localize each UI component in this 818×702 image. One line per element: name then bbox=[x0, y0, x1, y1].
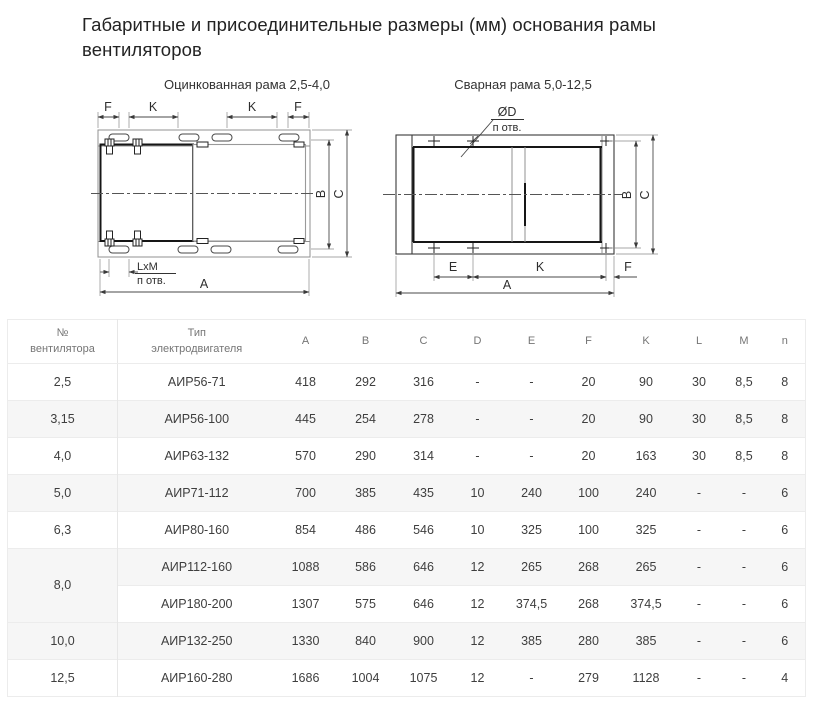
dimension-value-cell: 12 bbox=[452, 585, 504, 622]
motor-type-cell: АИР63-132 bbox=[118, 437, 276, 474]
dimension-value-cell: 900 bbox=[396, 622, 452, 659]
motor-type-cell: АИР56-71 bbox=[167, 374, 226, 389]
right-diagram-welded-frame bbox=[383, 77, 658, 297]
dimension-value-cell: - bbox=[675, 474, 724, 511]
dimension-value-cell: 700 bbox=[276, 474, 336, 511]
col-header-e: E bbox=[504, 319, 560, 363]
dimension-value-cell: - bbox=[504, 659, 560, 696]
dimension-value-cell: 6 bbox=[765, 474, 806, 511]
motor-type-cell: АИР71-112 bbox=[118, 474, 276, 511]
slot-size-label: LxM bbox=[137, 260, 158, 273]
dimension-value-cell: 1330 bbox=[276, 622, 336, 659]
dimension-value-cell: 100 bbox=[560, 511, 618, 548]
dimension-value-cell: 325 bbox=[618, 511, 675, 548]
fan-number-cell: 5,0 bbox=[8, 474, 118, 511]
table-header-row bbox=[8, 319, 806, 363]
motor-type-cell: АИР180-200 bbox=[118, 585, 276, 622]
motor-plate bbox=[101, 144, 194, 241]
dimension-value-cell: 12 bbox=[452, 659, 504, 696]
fan-number-cell: 12,5 bbox=[8, 659, 118, 696]
dimension-value-cell: 1128 bbox=[618, 659, 675, 696]
dimension-value-cell: 265 bbox=[504, 548, 560, 585]
dim-label-f: F bbox=[294, 99, 302, 114]
dimension-value-cell: 6 bbox=[765, 511, 806, 548]
dimension-value-cell: 8 bbox=[765, 437, 806, 474]
dimension-value-cell: 374,5 bbox=[504, 585, 560, 622]
col-header-f: F bbox=[560, 319, 618, 363]
dimension-value-cell: 240 bbox=[618, 474, 675, 511]
table-row bbox=[8, 511, 806, 548]
holes-count-label: п отв. bbox=[492, 121, 522, 134]
col-header-b: B bbox=[336, 319, 396, 363]
dimension-value-cell: 570 bbox=[276, 437, 336, 474]
dimension-value-cell: 12 bbox=[452, 548, 504, 585]
col-header-k: K bbox=[618, 319, 675, 363]
dimension-value-cell: 6 bbox=[765, 548, 806, 585]
dim-label-c: C bbox=[332, 189, 346, 199]
dimension-value-cell: 8 bbox=[765, 400, 806, 437]
dim-label-k: K bbox=[148, 99, 158, 114]
table-row bbox=[8, 659, 806, 696]
dimension-value-cell: 278 bbox=[396, 400, 452, 437]
motor-type-cell: АИР132-250 bbox=[118, 622, 276, 659]
col-header-motor-type: Тип электродвигателя bbox=[118, 319, 276, 363]
dim-label-f: F bbox=[104, 99, 112, 114]
dimension-value-cell: - bbox=[504, 400, 560, 437]
dim-label-k: K bbox=[247, 99, 257, 114]
left-diagram-title: Оцинкованная рама 2,5-4,0 bbox=[163, 76, 331, 92]
dimension-value-cell: - bbox=[724, 511, 765, 548]
dimension-value-cell: 8,5 bbox=[724, 437, 765, 474]
fan-number-cell: 6,3 bbox=[8, 511, 118, 548]
dimension-value-cell: - bbox=[724, 548, 765, 585]
table-row bbox=[8, 548, 806, 585]
dimension-value-cell: 268 bbox=[560, 548, 618, 585]
bottom-dimensions bbox=[396, 253, 637, 297]
col-header-c: C bbox=[396, 319, 452, 363]
dimension-value-cell: - bbox=[675, 548, 724, 585]
table-row bbox=[8, 474, 806, 511]
fan-number-cell: 2,5 bbox=[8, 363, 118, 400]
dimension-value-cell: - bbox=[452, 437, 504, 474]
hole-diameter-label: ØD bbox=[497, 104, 517, 119]
frame-diagrams bbox=[0, 74, 818, 316]
dim-label-a: A bbox=[502, 277, 512, 292]
dimension-value-cell: 325 bbox=[504, 511, 560, 548]
dimension-value-cell: 292 bbox=[355, 374, 376, 389]
dim-label-a: A bbox=[199, 276, 209, 291]
dimension-value-cell: - bbox=[724, 474, 765, 511]
col-header-fan-number: № вентилятора bbox=[8, 319, 118, 363]
dimension-value-cell: 280 bbox=[560, 622, 618, 659]
table-row bbox=[8, 363, 806, 400]
dimension-value-cell: 374,5 bbox=[618, 585, 675, 622]
dimension-value-cell: 546 bbox=[396, 511, 452, 548]
dimension-value-cell: 254 bbox=[336, 400, 396, 437]
col-header-m: M bbox=[724, 319, 765, 363]
dimension-value-cell: 854 bbox=[276, 511, 336, 548]
motor-type-cell: АИР160-280 bbox=[118, 659, 276, 696]
dimension-value-cell: 20 bbox=[560, 400, 618, 437]
dimension-value-cell: 385 bbox=[504, 622, 560, 659]
dimension-value-cell: 445 bbox=[276, 400, 336, 437]
dimension-value-cell: 385 bbox=[618, 622, 675, 659]
dimension-value-cell: 240 bbox=[504, 474, 560, 511]
dimension-value-cell: 1075 bbox=[396, 659, 452, 696]
dimension-value-cell: 90 bbox=[639, 374, 653, 389]
dimension-value-cell: - bbox=[675, 659, 724, 696]
top-dimensions bbox=[98, 100, 309, 128]
dimension-value-cell: 4 bbox=[765, 659, 806, 696]
fan-body bbox=[193, 144, 306, 241]
fan-number-cell: 3,15 bbox=[8, 400, 118, 437]
dimension-value-cell: 265 bbox=[618, 548, 675, 585]
dimension-value-cell: 10 bbox=[452, 511, 504, 548]
dimension-value-cell: - bbox=[504, 437, 560, 474]
dimension-value-cell: 646 bbox=[396, 585, 452, 622]
table-row bbox=[8, 622, 806, 659]
dimension-value-cell: 12 bbox=[452, 622, 504, 659]
dimension-value-cell: - bbox=[675, 622, 724, 659]
dim-label-k: K bbox=[535, 259, 545, 274]
motor-type-cell: АИР56-100 bbox=[118, 400, 276, 437]
dimensions-table bbox=[7, 319, 806, 697]
dimension-value-cell: 486 bbox=[336, 511, 396, 548]
height-dimensions bbox=[311, 130, 352, 257]
dimension-value-cell: - bbox=[452, 400, 504, 437]
dimension-value-cell: 1088 bbox=[276, 548, 336, 585]
holes-count-label: п отв. bbox=[137, 274, 166, 287]
dim-label-f: F bbox=[624, 259, 632, 274]
dimension-value-cell: 290 bbox=[336, 437, 396, 474]
dimension-value-cell: 8 bbox=[781, 374, 789, 389]
dimension-value-cell: 100 bbox=[560, 474, 618, 511]
dimension-value-cell: - bbox=[675, 585, 724, 622]
left-diagram-galvanized-frame bbox=[91, 77, 352, 296]
fan-number-cell: 4,0 bbox=[8, 437, 118, 474]
dimension-value-cell: - bbox=[529, 374, 534, 389]
motor-type-cell: АИР80-160 bbox=[118, 511, 276, 548]
dimension-value-cell: 30 bbox=[675, 437, 724, 474]
dimension-value-cell: - bbox=[475, 374, 480, 389]
dimension-value-cell: 30 bbox=[675, 400, 724, 437]
fan-number-cell: 10,0 bbox=[8, 622, 118, 659]
dimension-value-cell: - bbox=[724, 659, 765, 696]
motor-type-cell: АИР112-160 bbox=[118, 548, 276, 585]
dimension-value-cell: 1004 bbox=[336, 659, 396, 696]
right-diagram-title: Сварная рама 5,0-12,5 bbox=[454, 76, 592, 92]
table-row bbox=[8, 585, 806, 622]
table-body bbox=[8, 363, 806, 696]
dimension-value-cell: 314 bbox=[396, 437, 452, 474]
dimension-value-cell: 20 bbox=[581, 374, 596, 389]
dimension-value-cell: 586 bbox=[336, 548, 396, 585]
dimension-value-cell: 385 bbox=[336, 474, 396, 511]
dimension-value-cell: - bbox=[675, 511, 724, 548]
dimension-value-cell: 8,5 bbox=[735, 374, 753, 389]
dimension-value-cell: 20 bbox=[560, 437, 618, 474]
hole-diameter-callout bbox=[461, 105, 524, 157]
dimension-value-cell: 418 bbox=[295, 374, 316, 389]
dimension-value-cell: 840 bbox=[336, 622, 396, 659]
table-row bbox=[8, 400, 806, 437]
dimension-value-cell: 30 bbox=[692, 374, 706, 389]
dimension-value-cell: 575 bbox=[336, 585, 396, 622]
fan-number-cell: 8,0 bbox=[8, 548, 118, 622]
dim-label-c: C bbox=[638, 190, 652, 200]
col-header-a: A bbox=[276, 319, 336, 363]
bottom-dimensions bbox=[100, 259, 309, 296]
dimension-value-cell: 268 bbox=[560, 585, 618, 622]
dimension-value-cell: 6 bbox=[765, 622, 806, 659]
dimension-value-cell: 6 bbox=[765, 585, 806, 622]
table-row bbox=[8, 437, 806, 474]
dimension-value-cell: - bbox=[724, 585, 765, 622]
col-header-d: D bbox=[452, 319, 504, 363]
col-header-n: n bbox=[765, 319, 806, 363]
dimension-value-cell: 279 bbox=[560, 659, 618, 696]
dim-label-b: B bbox=[314, 189, 328, 199]
dimension-value-cell: 1686 bbox=[276, 659, 336, 696]
dimension-value-cell: 646 bbox=[396, 548, 452, 585]
dimension-value-cell: 435 bbox=[396, 474, 452, 511]
dimension-value-cell: 8,5 bbox=[724, 400, 765, 437]
page-title: Габаритные и присоединительные размеры (мм) основания рамы вентиляторов bbox=[82, 14, 657, 60]
dimension-value-cell: 163 bbox=[618, 437, 675, 474]
dimension-value-cell: - bbox=[724, 622, 765, 659]
dim-label-b: B bbox=[620, 190, 634, 200]
dimension-value-cell: 90 bbox=[618, 400, 675, 437]
dimension-value-cell: 316 bbox=[413, 374, 434, 389]
dimension-value-cell: 10 bbox=[452, 474, 504, 511]
col-header-l: L bbox=[675, 319, 724, 363]
dimension-value-cell: 1307 bbox=[276, 585, 336, 622]
dim-label-e: E bbox=[448, 259, 458, 274]
